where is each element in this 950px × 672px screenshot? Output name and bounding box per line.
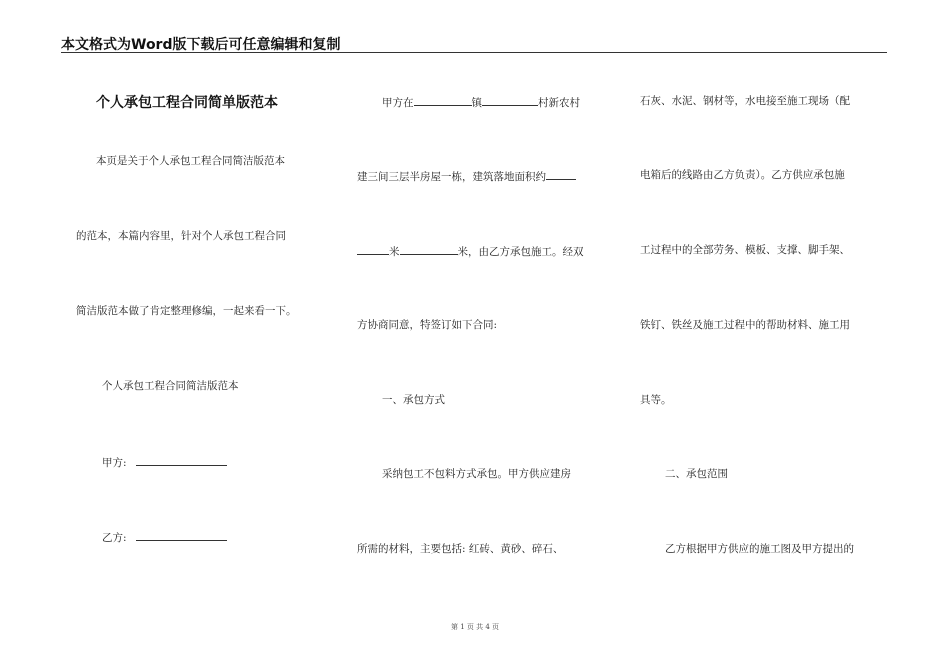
document-title: 个人承包工程合同简单版范本 (96, 95, 278, 111)
body-line: 所需的材料，主要包括: 红砖、黄砂、碎石、 (357, 543, 564, 555)
length-blank (357, 243, 389, 255)
party-a-line (102, 454, 227, 470)
text-segment: 米 (389, 246, 400, 258)
party-b-line (102, 529, 227, 545)
party-b-label: 乙方: (102, 532, 127, 544)
width-blank (400, 243, 458, 255)
intro-line-3: 简洁版范本做了肯定整理修编，一起来看一下。 (76, 305, 297, 317)
party-a-blank (136, 454, 227, 466)
party-b-blank (136, 529, 227, 541)
village-blank (482, 94, 538, 106)
section-heading: 二、承包范围 (665, 468, 728, 480)
body-line (357, 243, 584, 259)
body-line: 石灰、水泥、钢材等，水电接至施工现场（配 (640, 95, 850, 107)
header-title: 本文格式为Word版下载后可任意编辑和复制 (61, 37, 341, 53)
body-line: 乙方根据甲方供应的施工图及甲方提出的 (665, 543, 854, 555)
party-a-label: 甲方: (102, 457, 127, 469)
body-line: 铁钉、铁丝及施工过程中的帮助材料、施工用 (640, 319, 850, 331)
area-blank (546, 168, 576, 180)
text-segment: 村新农村 (538, 97, 580, 109)
body-line: 方协商同意，特签订如下合同: (357, 319, 498, 331)
header-divider (61, 52, 887, 53)
text-segment: 建三间三层半房屋一栋，建筑落地面积约 (357, 171, 546, 183)
body-line (382, 94, 580, 110)
text-segment: 镇 (471, 97, 482, 109)
contract-subtitle: 个人承包工程合同简洁版范本 (102, 380, 239, 392)
text-segment: 甲方在 (382, 97, 414, 109)
body-line: 电箱后的线路由乙方负责）。乙方供应承包施 (640, 169, 845, 181)
intro-line-2: 的范本，本篇内容里，针对个人承包工程合同 (76, 230, 286, 242)
body-line: 采纳包工不包料方式承包。甲方供应建房 (382, 468, 571, 480)
town-blank (414, 94, 472, 106)
body-line: 具等。 (640, 394, 672, 406)
body-line: 工过程中的全部劳务、模板、支撑、脚手架、 (640, 244, 850, 256)
body-line (357, 168, 576, 184)
text-segment: 米，由乙方承包施工。经双 (457, 246, 584, 258)
section-heading: 一、承包方式 (382, 394, 445, 406)
page-number: 第 1 页 共 4 页 (450, 623, 500, 631)
intro-line-1: 本页是关于个人承包工程合同简洁版范本 (96, 155, 285, 167)
